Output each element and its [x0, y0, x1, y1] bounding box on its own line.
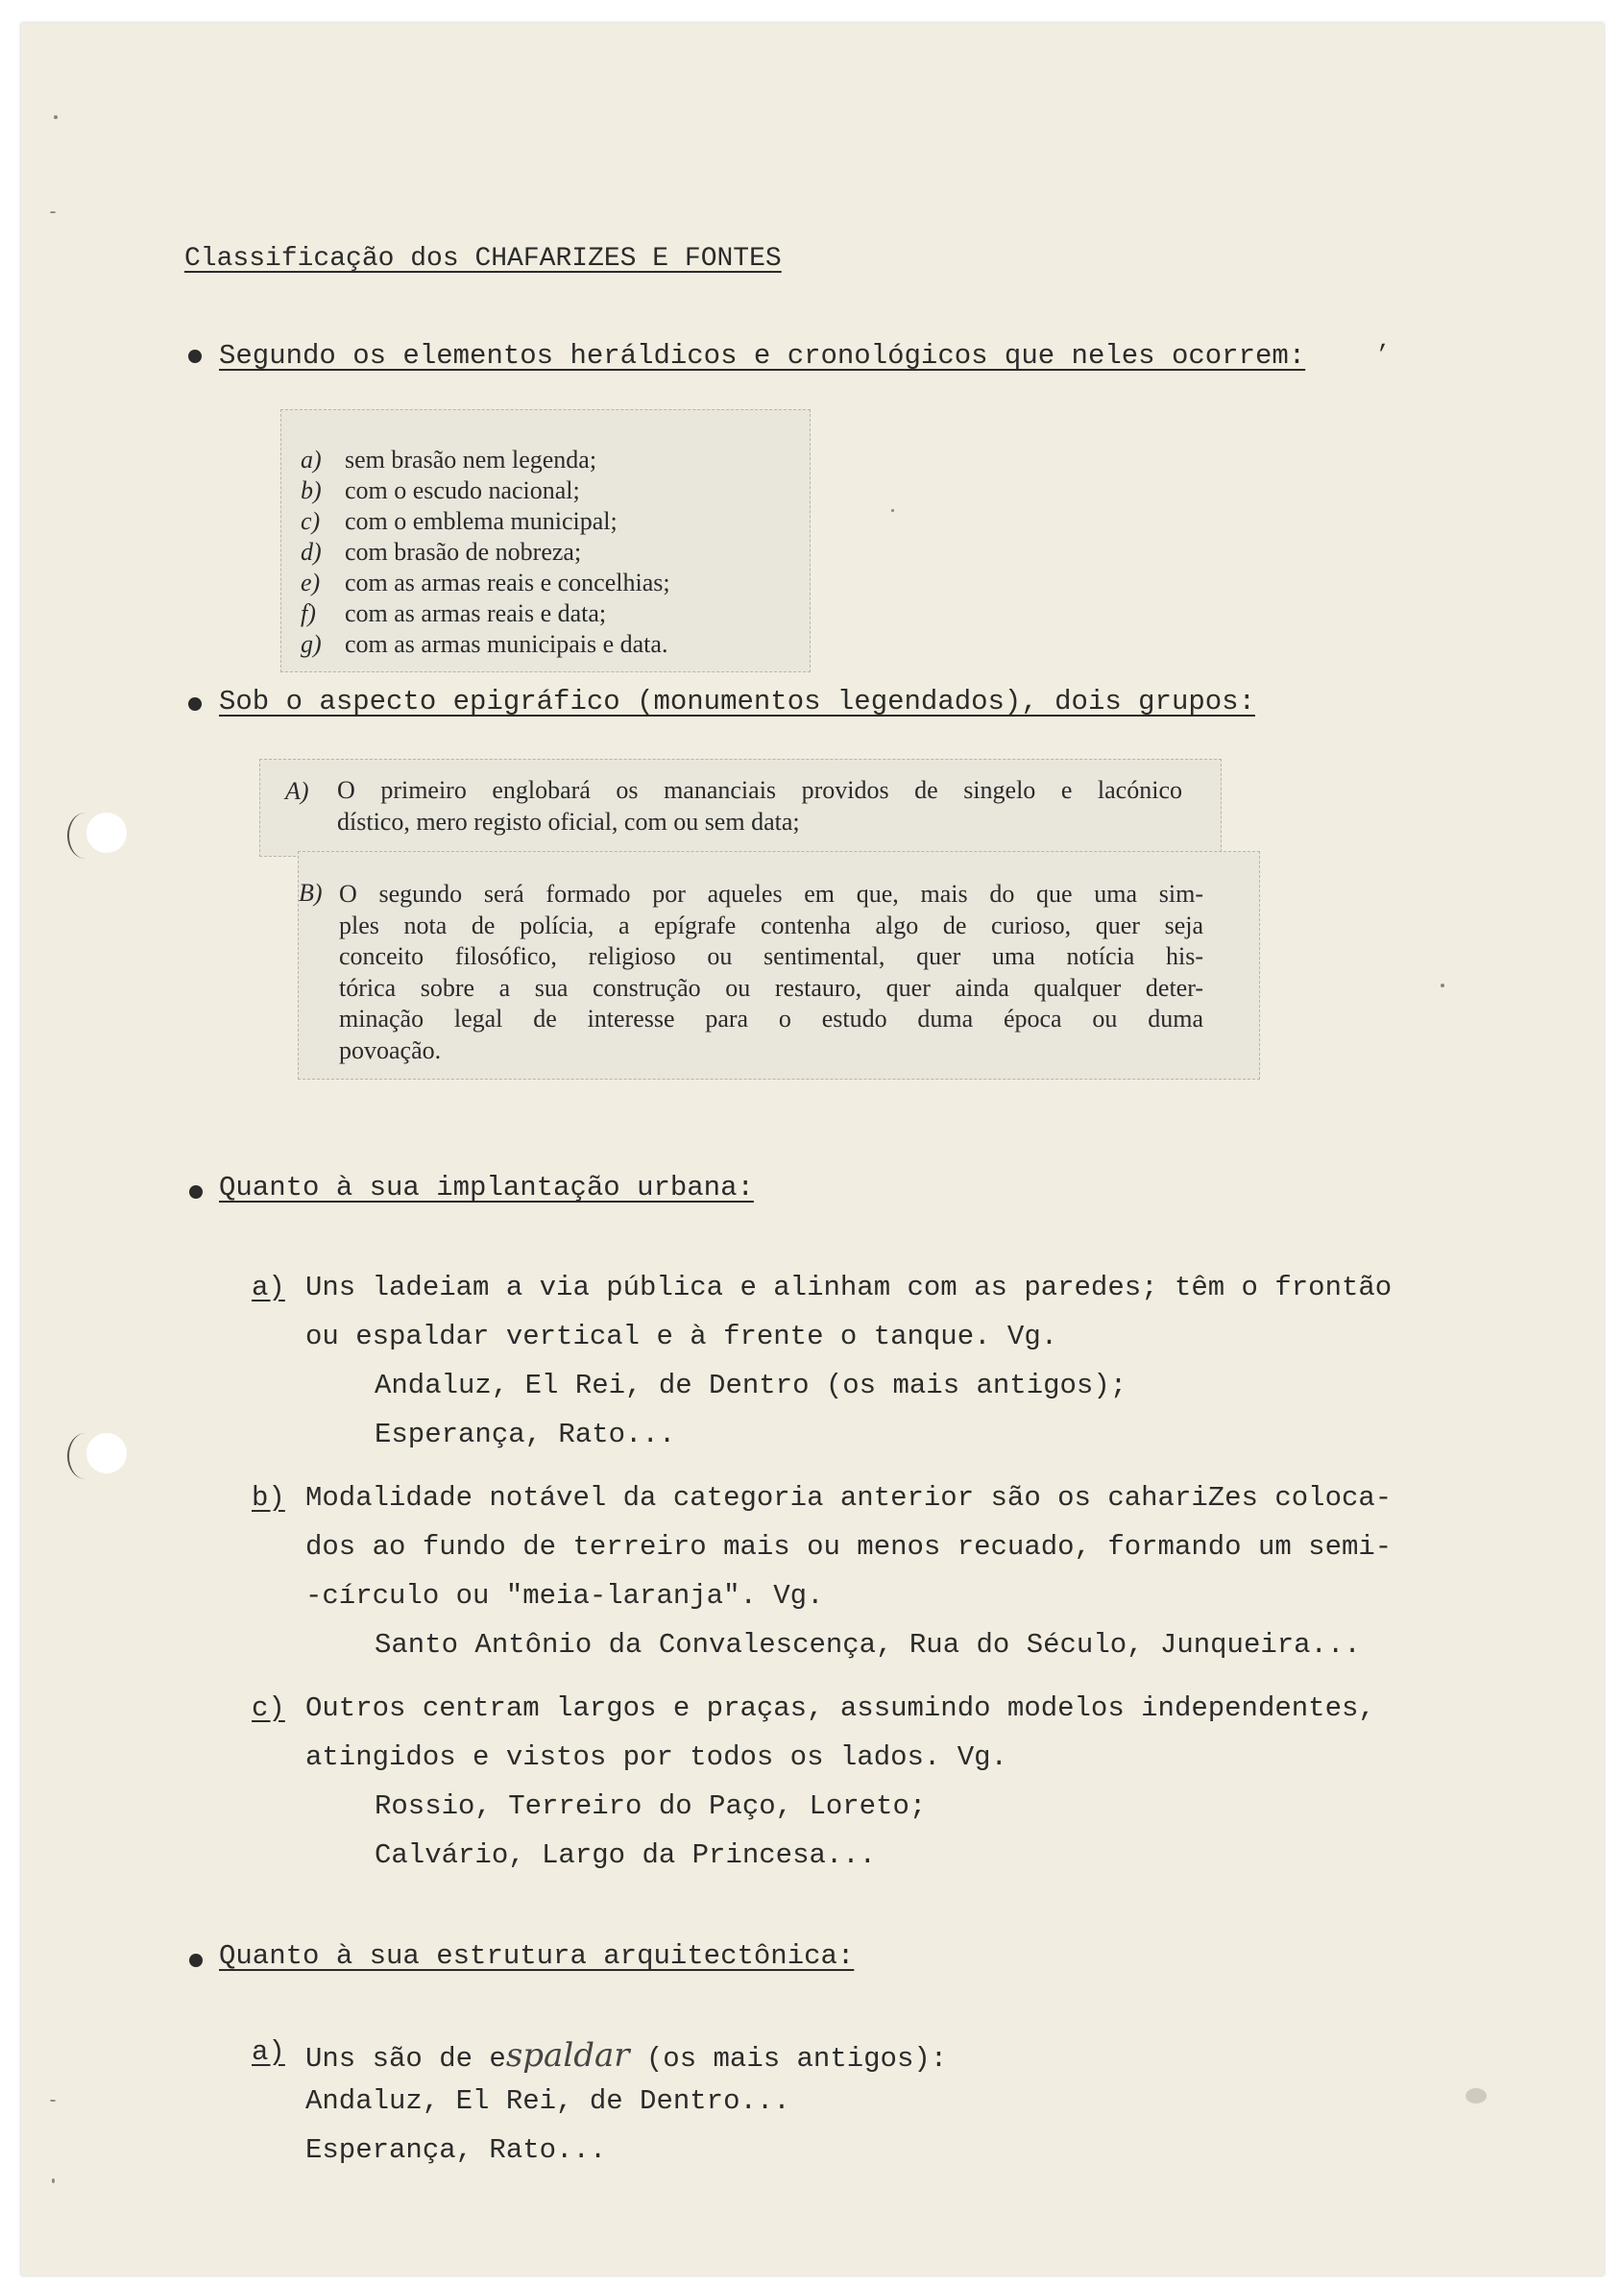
item-text: atingidos e vistos por todos os lados. Vg.	[305, 1741, 1007, 1773]
item-text: dos ao fundo de terreiro mais ou menos recuado, formando um semi-	[305, 1531, 1393, 1563]
item-text: Uns ladeiam a via pública e alinham com as paredes; têm o frontão	[305, 1272, 1393, 1303]
binder-hole	[86, 813, 127, 853]
example-line: Esperança, Rato...	[305, 2134, 607, 2166]
section-heading-heraldic: Segundo os elementos heráldicos e cronológicos que neles ocorrem:	[219, 340, 1306, 372]
paper-speck	[50, 2100, 56, 2102]
paper-sheet	[21, 23, 1604, 2275]
item-marker: b)	[252, 1482, 285, 1514]
group-a-line: O primeiro englobará os mananciais providos de singelo e lacónico	[337, 776, 1182, 804]
paper-stain	[1466, 2088, 1487, 2104]
paper-speck	[891, 509, 894, 512]
group-b-line: minação legal de interesse para o estudo duma época ou duma	[339, 1005, 1203, 1033]
pen-mark: ,	[1377, 328, 1392, 354]
paper-speck	[50, 211, 56, 213]
example-line: Calvário, Largo da Princesa...	[375, 1839, 877, 1871]
clipping-item: d) com brasão de nobreza;	[301, 538, 582, 566]
newspaper-clipping-group-a	[259, 759, 1222, 857]
newspaper-clipping-group-b	[298, 851, 1260, 1080]
example-line: Andaluz, El Rei, de Dentro...	[305, 2085, 790, 2117]
handwritten-correction: spaldar	[505, 2036, 630, 2075]
group-b-line: povoação.	[339, 1035, 442, 1064]
group-b-line: O segundo será formado por aqueles em que, mais do que uma sim-	[339, 880, 1203, 908]
bullet-icon	[188, 350, 202, 363]
group-b-marker: B)	[299, 879, 323, 907]
clipping-item: a) sem brasão nem legenda;	[301, 446, 597, 474]
group-a-marker: A)	[285, 777, 309, 805]
example-line: Rossio, Terreiro do Paço, Loreto;	[375, 1790, 927, 1822]
item-marker: a)	[252, 1272, 285, 1303]
paper-speck	[52, 2178, 55, 2183]
bullet-icon	[189, 1954, 203, 1967]
example-line: Andaluz, El Rei, de Dentro (os mais antigos);	[375, 1370, 1127, 1401]
item-text: Modalidade notável da categoria anterior são os cahariZes coloca-	[305, 1482, 1393, 1514]
item-marker: a)	[252, 2036, 285, 2068]
binder-hole	[86, 1433, 127, 1473]
group-b-line: tórica sobre a sua construção ou restauro, quer ainda qualquer deter-	[339, 973, 1203, 1002]
clipping-item: g) com as armas municipais e data.	[301, 630, 668, 658]
section-heading-epigraphic: Sob o aspecto epigráfico (monumentos legendados), dois grupos:	[219, 686, 1255, 717]
group-a-line: dístico, mero registo oficial, com ou sem data;	[337, 807, 800, 836]
paper-speck	[54, 115, 58, 119]
clipping-item: f) com as armas reais e data;	[301, 599, 607, 627]
item-text: Uns são de espaldar (os mais antigos):	[305, 2036, 948, 2075]
item-text: Outros centram largos e praças, assumindo modelos independentes,	[305, 1692, 1375, 1724]
page-title: Classificação dos CHAFARIZES E FONTES	[184, 244, 782, 274]
bullet-icon	[188, 697, 202, 711]
section-heading-architecture: Quanto à sua estrutura arquitectônica:	[219, 1940, 855, 1972]
paper-speck	[1441, 984, 1444, 987]
example-line: Santo Antônio da Convalescença, Rua do Século, Junqueira...	[375, 1629, 1361, 1661]
item-marker: c)	[252, 1692, 285, 1724]
group-b-line: ples nota de polícia, a epígrafe contenha algo de curioso, quer seja	[339, 911, 1203, 939]
example-line: Esperança, Rato...	[375, 1419, 676, 1450]
newspaper-clipping-heraldic	[280, 409, 811, 672]
clipping-item: e) com as armas reais e concelhias;	[301, 569, 670, 596]
clipping-item: b) com o escudo nacional;	[301, 476, 580, 504]
item-text: -círculo ou "meia-laranja". Vg.	[305, 1580, 824, 1612]
clipping-item: c) com o emblema municipal;	[301, 507, 618, 535]
bullet-icon	[189, 1185, 203, 1199]
group-b-line: conceito filosófico, religioso ou sentimental, quer uma notícia his-	[339, 942, 1203, 970]
item-text: ou espaldar vertical e à frente o tanque. Vg.	[305, 1321, 1058, 1352]
section-heading-urban: Quanto à sua implantação urbana:	[219, 1172, 754, 1204]
